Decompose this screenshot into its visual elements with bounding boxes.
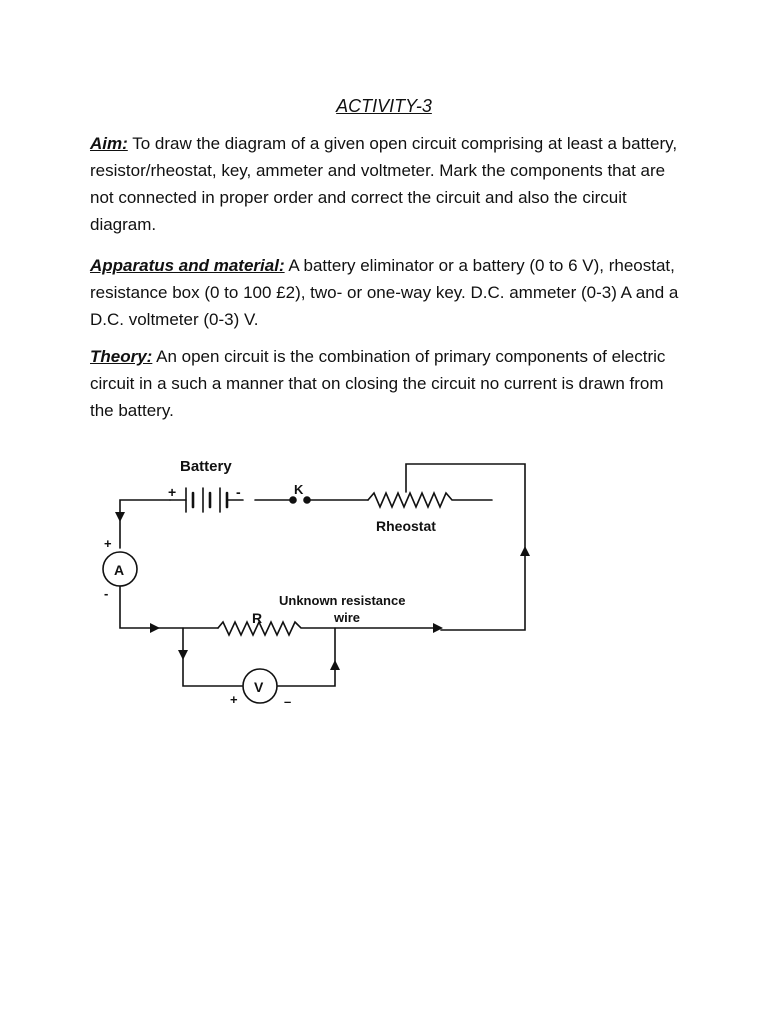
arrow-voltmeter-down bbox=[178, 650, 188, 660]
arrow-left-down bbox=[115, 512, 125, 522]
ammeter-minus: - bbox=[104, 586, 109, 601]
circuit-diagram bbox=[0, 440, 768, 720]
theory-paragraph bbox=[90, 343, 680, 424]
aim-label: Aim: bbox=[90, 134, 128, 153]
wire-voltmeter-right bbox=[278, 628, 335, 686]
key-symbol bbox=[290, 497, 310, 503]
aim-text: To draw the diagram of a given open circuit comprising at least a battery, resistor/rheostat, key, ammeter and voltmeter. Mark the components that are not connected in proper order and correct the circuit and also the circuit diagram. bbox=[90, 134, 678, 234]
unknown-resistance-wire-label: wire bbox=[334, 610, 361, 625]
ammeter-symbol: A bbox=[114, 562, 125, 578]
wire-rheostat-slider bbox=[406, 464, 525, 548]
theory-label: Theory: bbox=[90, 347, 153, 366]
rheostat-coil bbox=[368, 493, 492, 507]
wire-left-bottom bbox=[120, 586, 218, 628]
apparatus-label: Apparatus and material: bbox=[90, 256, 285, 275]
key-label: K bbox=[294, 482, 304, 497]
voltmeter-plus: + bbox=[230, 692, 238, 707]
wire-voltmeter-left bbox=[183, 628, 242, 686]
arrow-voltmeter-up bbox=[330, 660, 340, 670]
voltmeter-symbol: V bbox=[254, 679, 264, 695]
wire-left-top bbox=[120, 500, 170, 548]
arrow-wire-right bbox=[433, 623, 443, 633]
apparatus-paragraph bbox=[90, 252, 680, 333]
arrow-right-up bbox=[520, 546, 530, 556]
theory-text: An open circuit is the combination of primary components of electric circuit in a such a manner that on closing the circuit no current is drawn from the battery. bbox=[90, 347, 666, 420]
resistor-label: R bbox=[252, 610, 263, 626]
battery-plus: + bbox=[168, 484, 177, 500]
voltmeter-minus: – bbox=[284, 694, 292, 709]
ammeter-plus: + bbox=[104, 536, 112, 551]
apparatus-text: A battery eliminator or a battery (0 to 6 V), rheostat, resistance box (0 to 100 £2), two- or one-way key. D.C. ammeter (0-3) A and a D.C. voltmeter (0-3) V. bbox=[90, 256, 679, 329]
wire-right bbox=[441, 548, 525, 630]
aim-paragraph bbox=[90, 130, 680, 238]
rheostat-label: Rheostat bbox=[376, 518, 436, 534]
battery-label: Battery bbox=[180, 458, 232, 475]
arrow-bottom-right bbox=[150, 623, 160, 633]
battery-cells bbox=[170, 488, 243, 512]
battery-minus: - bbox=[236, 484, 241, 500]
unknown-resistance-label: Unknown resistance bbox=[279, 593, 406, 608]
page-title: ACTIVITY-3 bbox=[336, 96, 432, 116]
